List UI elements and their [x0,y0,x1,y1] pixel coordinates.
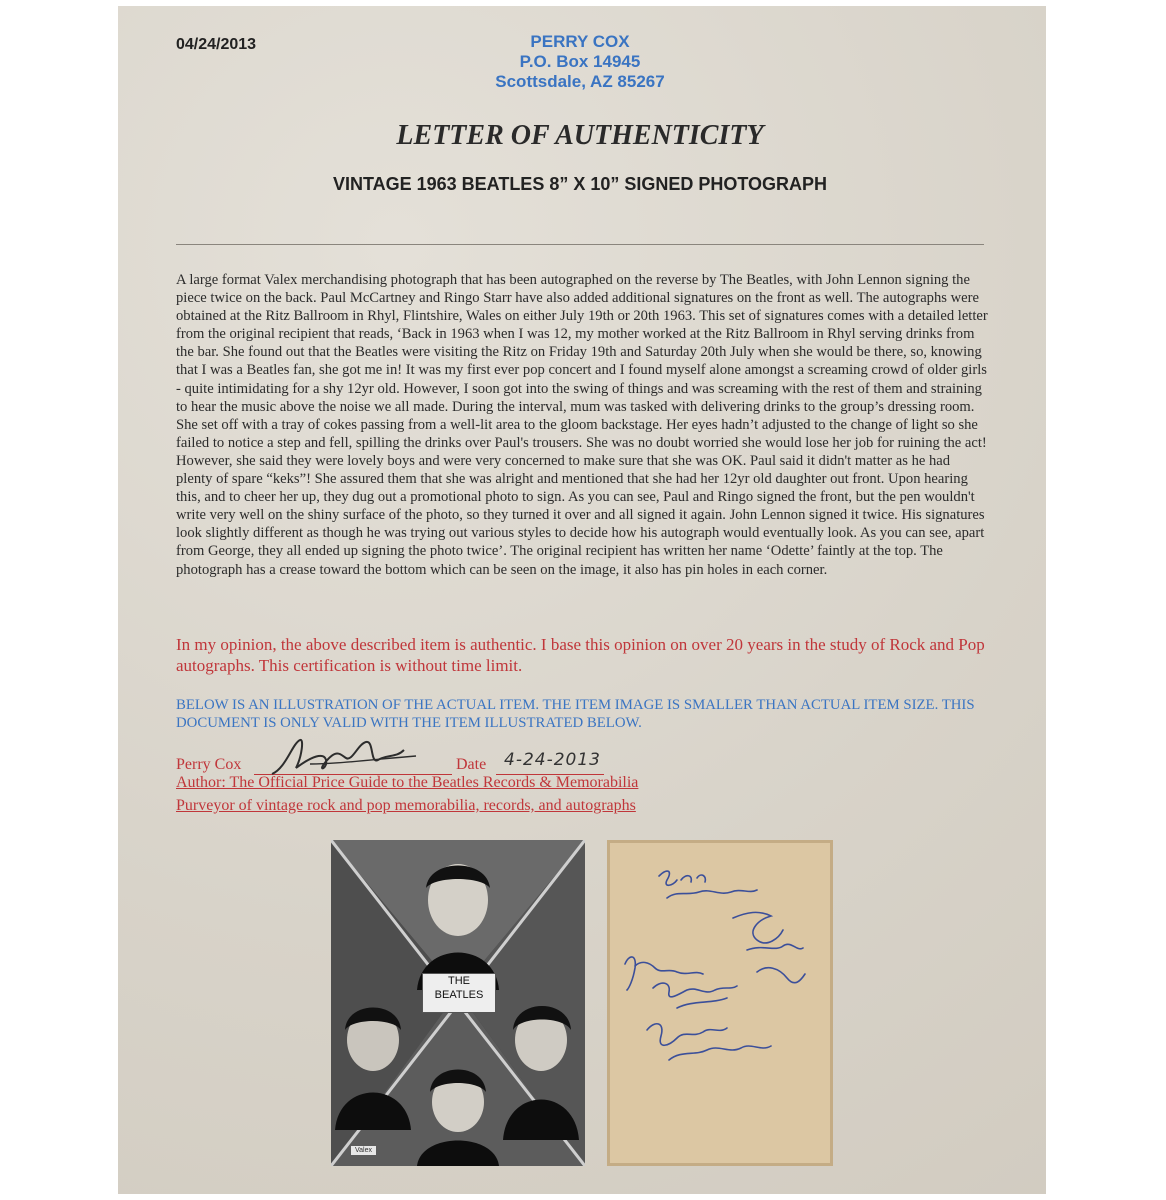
divider [176,244,984,245]
band-name-label [422,973,496,1013]
sender-address [440,32,720,92]
sender-name: PERRY COX [530,32,630,51]
photo-back [607,840,833,1166]
purveyor-credit: Purveyor of vintage rock and pop memorabilia, records, and autographs [176,797,636,814]
autographs-image [607,840,833,1166]
photo-front [331,840,585,1166]
label-line-2: BEATLES [434,989,484,1001]
sender-po-box: P.O. Box 14945 [519,52,641,71]
illustration-notice: BELOW IS AN ILLUSTRATION OF THE ACTUAL ITEM. THE ITEM IMAGE IS SMALLER THAN ACTUAL ITEM SIZE. THIS DOCUMENT IS ONLY VALID WITH THE ITEM ILLUSTRATED BELOW. [176,697,975,731]
valex-sticker: Valex [351,1146,376,1155]
signed-date: 4-24-2013 [504,750,601,770]
document-subtitle: VINTAGE 1963 BEATLES 8” X 10” SIGNED PHOTOGRAPH [332,174,828,194]
authenticity-opinion: In my opinion, the above described item is authentic. I base this opinion on over 20 years in the study of Rock and Pop autographs. This certification is without time limit. [176,635,985,675]
sender-city: Scottsdale, AZ 85267 [495,72,665,91]
document-title: LETTER OF AUTHENTICITY [396,120,764,151]
label-line-1: THE [448,975,470,987]
signer-name: Perry Cox [176,756,242,773]
date-label: Date [456,756,487,773]
letter-date: 04/24/2013 [176,36,257,53]
author-credit: Author: The Official Price Guide to the Beatles Records & Memorabilia [176,774,639,791]
description-paragraph: A large format Valex merchandising photograph that has been autographed on the reverse by The Beatles, with John Lennon signing the piece twice on the back. Paul McCartney and Ringo Starr have also added additional signatures on the front as well. The autographs were obtained at the Ritz Ballroom in Rhyl, Flintshire, Wales on either July 19th or 20th 1963. This set of signatures comes with a detailed letter from the original recipient that reads, ‘Back in 1963 when I was 12, my mother worked at the Ritz Ballroom in Rhyl serving drinks from the bar. She found out that the Beatles were visiting the Ritz on Friday 19th and Saturday 20th July when she would be there, so, knowing that I was a Beatles fan, she got me in! It was my first ever pop concert and I found myself alone amongst a screaming crowd of older girls - quite intimidating for a shy 12yr old. However, I soon got into the swing of things and was screaming with the rest of them and straining to hear the music above the noise we all made. During the interval, mum was tasked with delivering drinks to the group’s dressing room. She set off with a tray of cokes passing from a well-lit area to the gloom backstage. Her eyes hadn’t adjusted to the change of light so she failed to notice a step and fell, spilling the drinks over Paul's trousers. She was no doubt worried she would lose her job for ruining the act! However, she said they were lovely boys and were very concerned to make sure that she was OK. Paul said it didn't matter as he had plenty of spare “keks”! She assured them that she was alright and mentioned that she had her 12yr old daughter out front. Upon hearing this, and to cheer her up, they dug out a promotional photo to sign. As you can see, Paul and Ringo signed the front, but the pen wouldn't write very well on the shiny surface of the photo, so they turned it over and all signed it again. John Lennon signed it twice. His signatures look slightly different as though he was trying out various styles to decide how his autograph would eventually look. As you can see, apart from George, they all ended up signing the photo twice’. The original recipient has written her name ‘Odette’ faintly at the top. The photograph has a crease toward the bottom which can be seen on the image, it also has pin holes in each corner. [176,272,988,578]
